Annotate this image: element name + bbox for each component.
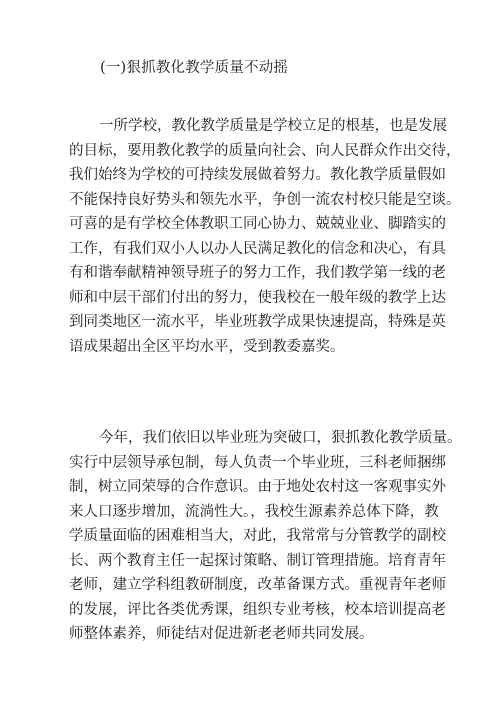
paragraph-line: 来人口逐步增加，流淌性大。，我校生源素养总体下降，教 [69, 503, 439, 520]
paragraph-line: 语成果超出全区平均水平，受到教委嘉奖。 [69, 338, 345, 355]
paragraph-line: 工作，有我们双小人以办人民满足教化的信念和决心，有具 [69, 240, 446, 257]
paragraph-line: 师和中层干部们付出的努力，使我校在一般年级的教学上达 [69, 289, 446, 306]
paragraph-line: 一所学校，教化教学质量是学校立足的根基，也是发展 [99, 118, 447, 134]
paragraph-1 [69, 114, 461, 359]
paragraph-line: 可喜的是有学校全体教职工同心协力、兢兢业业、脚踏实的 [69, 216, 446, 232]
paragraph-line: 制，树立同荣辱的合作意识。由于地处农村这一客观事实外 [69, 479, 446, 495]
paragraph-line: 老师，建立学科组教研制度，改革备课方式。重视青年老师 [69, 577, 446, 593]
paragraph-line: 长、两个教育主任一起探讨策略、制订管理措施。培育青年 [69, 552, 446, 569]
paragraph-line: 不能保持良好势头和领先水平，争创一流农村校只能是空谈。 [69, 191, 461, 208]
paragraph-line: 有和谐奉献精神领导班子的努力工作，我们教学第一线的老 [69, 265, 446, 281]
paragraph-line: 师整体素养，师徒结对促进新老老师共同发展。 [69, 626, 374, 642]
paragraph-line: 实行中层领导承包制，每人负责一个毕业班，三科老师捆绑 [69, 454, 446, 471]
section-heading: (一)狠抓教化教学质量不动摇 [100, 60, 289, 76]
paragraph-line: 我们始终为学校的可持续发展做着努力。教化教学质量假如 [69, 167, 446, 183]
paragraph-line: 的目标，要用教化教学的质量向社会、向人民群众作出交待， [69, 142, 461, 159]
paragraph-line: 学质量面临的困难相当大，对此，我常常与分管教学的副校 [69, 528, 446, 544]
paragraph-2 [69, 426, 462, 647]
paragraph-line: 的发展，评比各类优秀课，组织专业考核，校本培训提高老 [69, 601, 446, 618]
paragraph-line: 到同类地区一流水平，毕业班教学成果快速提高，特殊是英 [69, 314, 446, 330]
paragraph-line: 今年，我们依旧以毕业班为突破口，狠抓教化教学质量。 [99, 430, 462, 446]
